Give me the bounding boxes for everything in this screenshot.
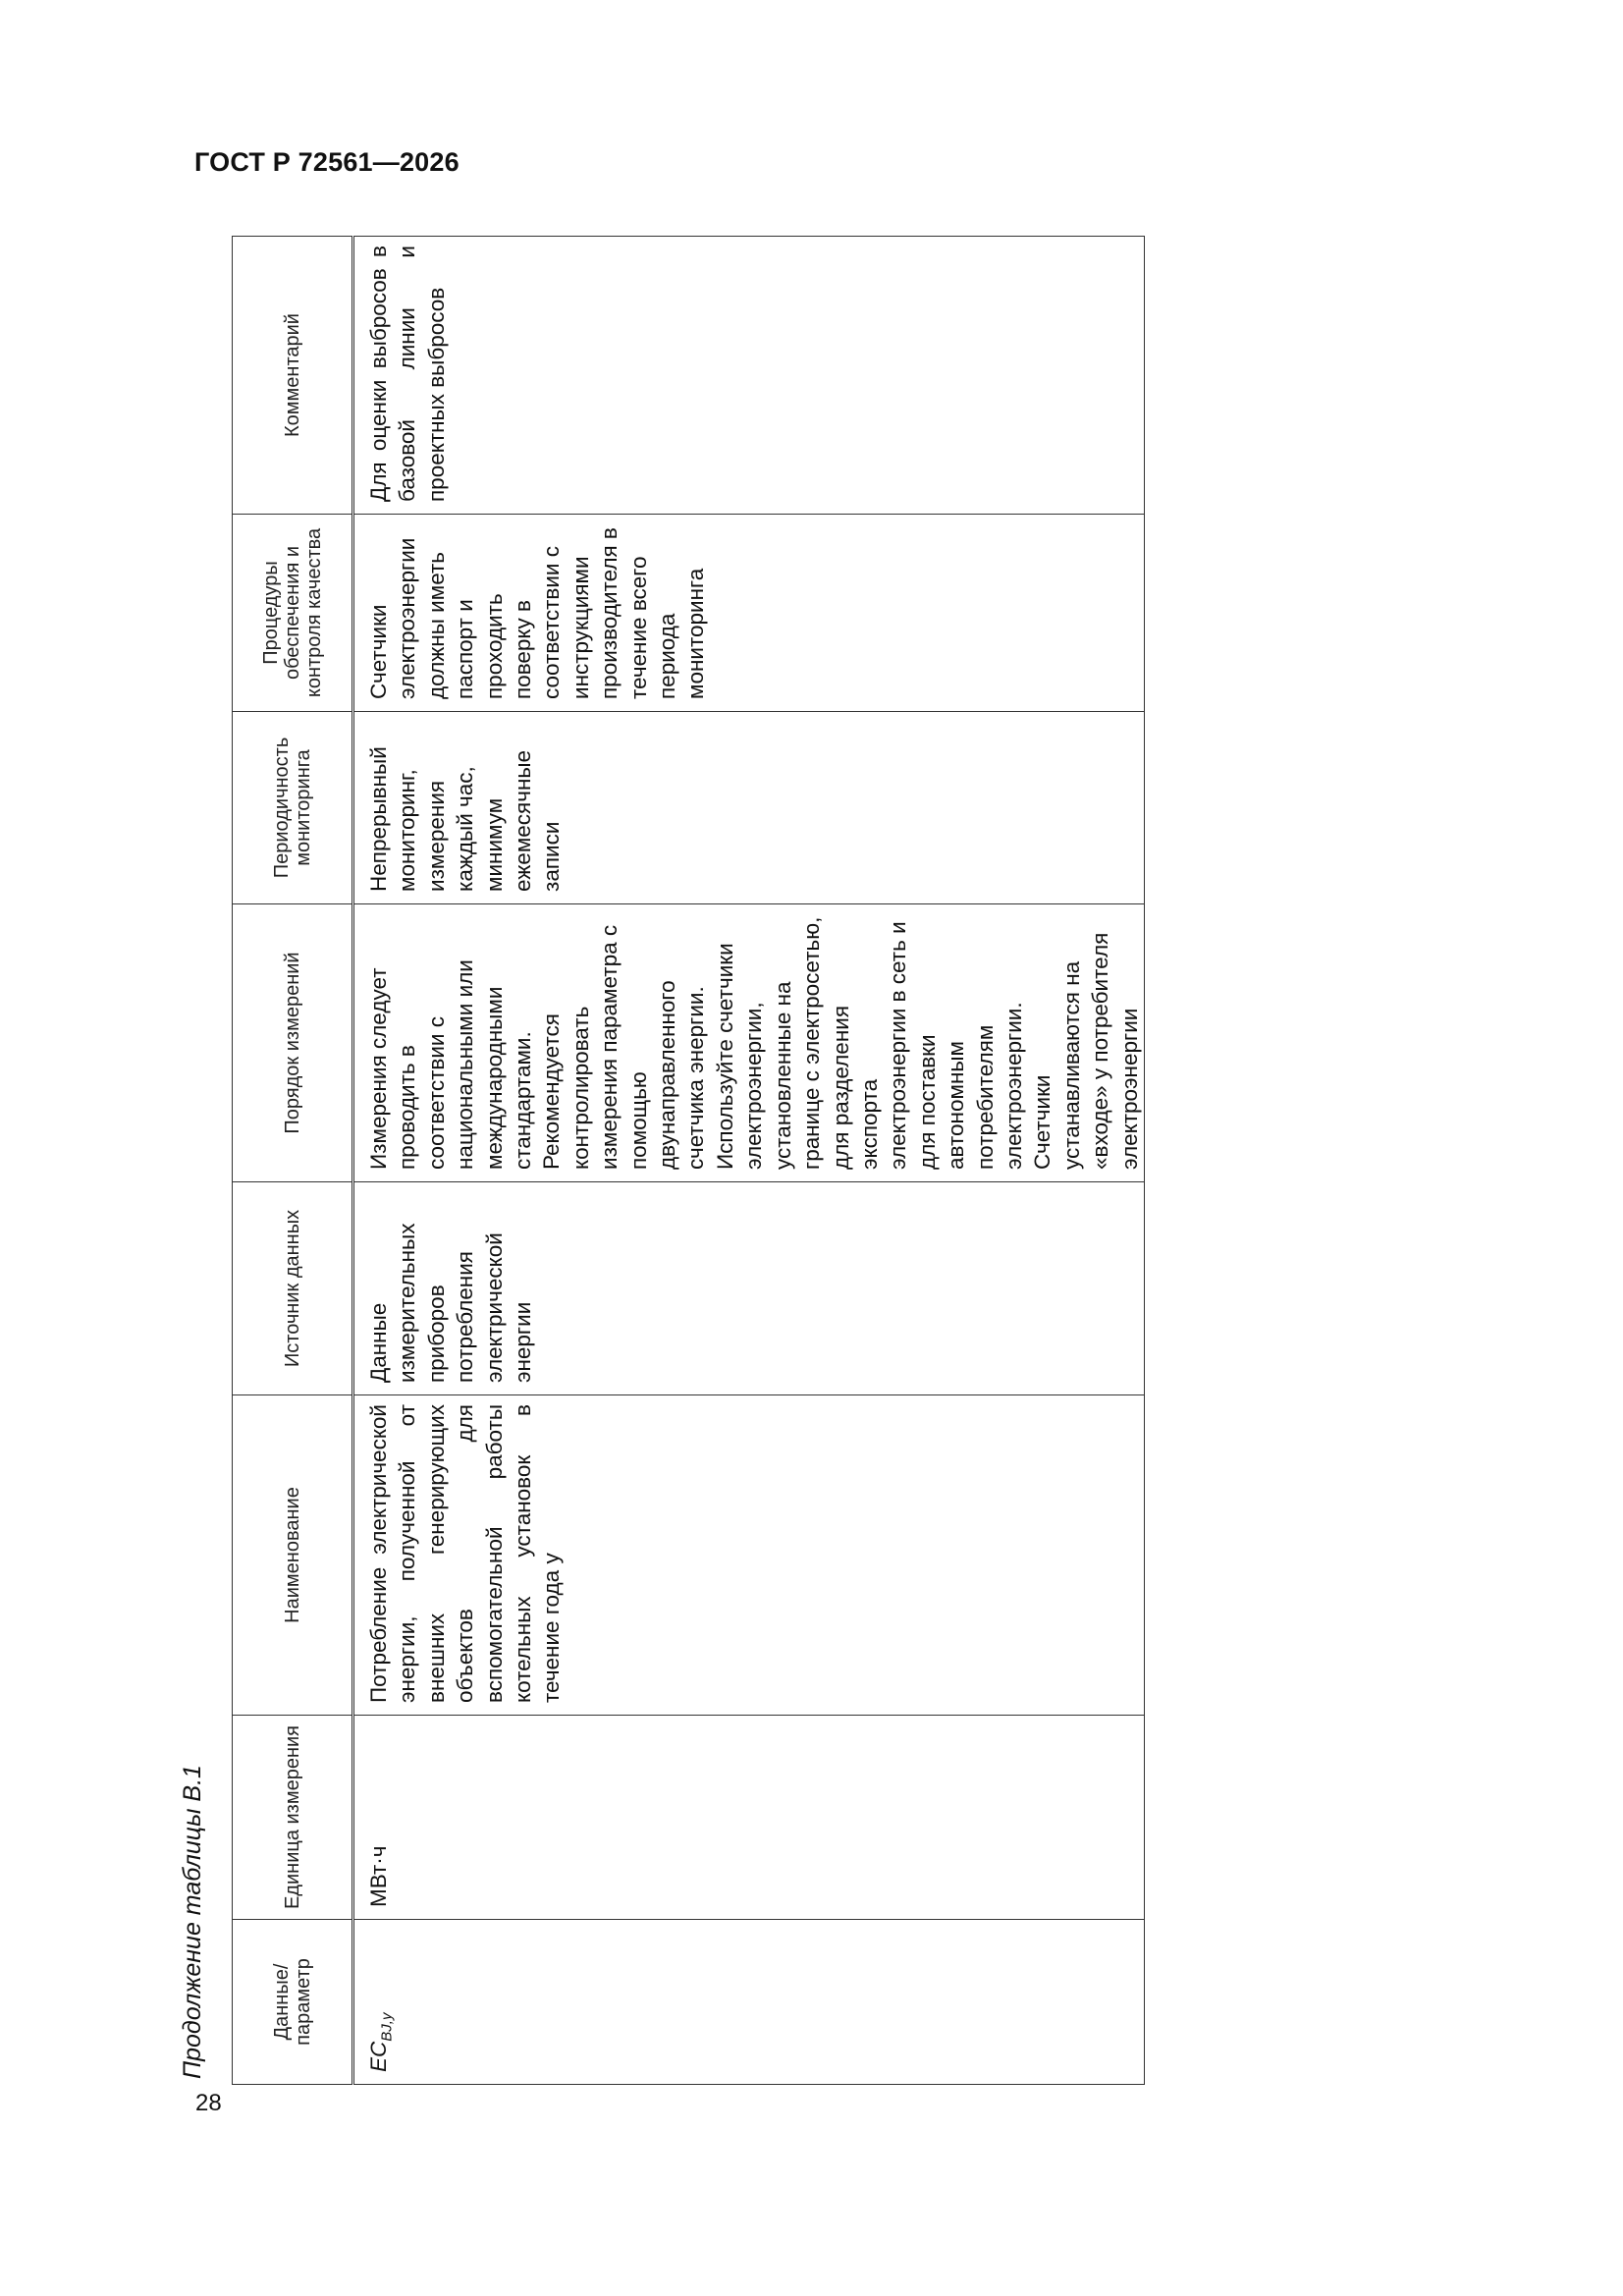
cell-comment: Для оценки выбросов в базовой линии и проектных выбросов: [353, 237, 1145, 515]
parameter-subscript: BJ,y: [378, 2012, 396, 2042]
cell-name: Потребление электрической энергии, полученной от внешних генерирующих объектов для вспомогательной работы котельных установок в течение года y: [353, 1395, 1145, 1716]
data-table: [232, 236, 1145, 2085]
column-header-qa-qc: Процедуры обеспечения и контроля качества: [233, 515, 353, 712]
column-header-unit: Единица измерения: [233, 1716, 353, 1920]
cell-unit: МВт·ч: [353, 1716, 1145, 1920]
cell-measurement-procedure: Измерения следует проводить в соответствии с национальными или международными стандартами. Рекомендуется контролировать измерения параметра с помощью двунаправленного счетчика энергии. Используйте счетчики электроэнергии, установленные на границе с электросетью, для разделения экспорта электроэнергии в сеть и для поставки автономным потребителям электроэнергии. Счетчики устанавливаются на «входе» у потребителя электроэнергии: [353, 904, 1145, 1182]
column-header-source: Источник данных: [233, 1182, 353, 1395]
column-header-parameter: Данные/ параметр: [233, 1920, 353, 2085]
document-header: ГОСТ Р 72561—2026: [194, 147, 460, 177]
cell-qa-qc: Счетчики электроэнергии должны иметь паспорт и проходить поверку в соответствии с инструкциями производителя в течение всего периода мониторинга: [353, 515, 1145, 712]
parameter-symbol: EC: [366, 2041, 391, 2072]
column-header-monitoring-frequency: Периодичность мониторинга: [233, 712, 353, 904]
rotated-table-area: [173, 10, 1145, 2085]
table-caption: Продолжение таблицы В.1: [179, 1765, 206, 2079]
cell-monitoring-frequency: Непрерывный мониторинг, измерения каждый час, минимум ежемесячные записи: [353, 712, 1145, 904]
table-row: [353, 237, 1145, 2085]
column-header-name: Наименование: [233, 1395, 353, 1716]
cell-source: Данные измерительных приборов потребления электрической энергии: [353, 1182, 1145, 1395]
cell-parameter: [353, 1920, 1145, 2085]
column-header-measurement-procedure: Порядок измерений: [233, 904, 353, 1182]
column-header-comment: Комментарий: [233, 237, 353, 515]
page-number: 28: [195, 2090, 222, 2116]
table-header-row: [233, 237, 353, 2085]
